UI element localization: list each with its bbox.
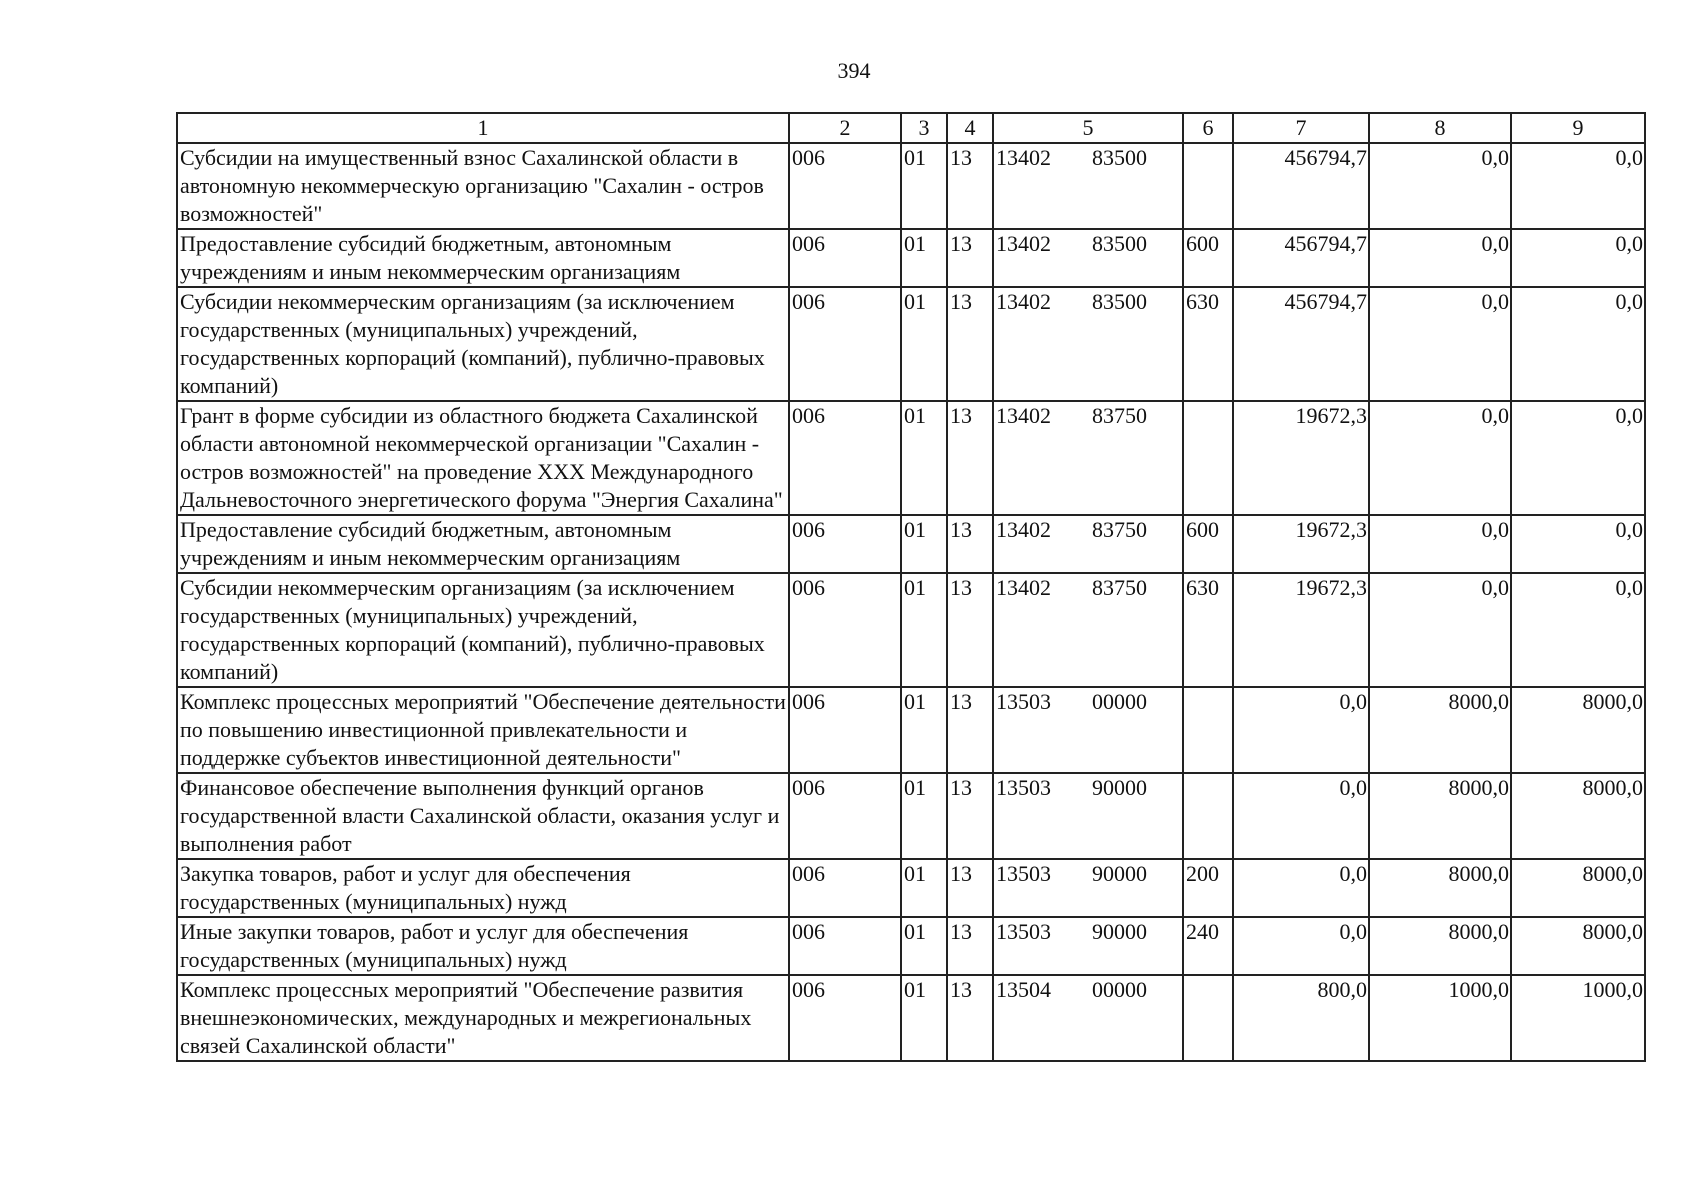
amount-col-7: 0,0	[1233, 917, 1369, 975]
expense-type-code: 630	[1183, 573, 1233, 687]
target-article-program: 13503	[996, 861, 1051, 886]
target-article-program: 13503	[996, 775, 1051, 800]
ministry-code: 006	[789, 975, 901, 1061]
amount-col-8: 1000,0	[1369, 975, 1511, 1061]
column-header: 1	[177, 113, 789, 143]
section-code: 01	[901, 573, 947, 687]
amount-col-9: 8000,0	[1511, 773, 1645, 859]
target-article-direction: 83500	[1092, 145, 1147, 170]
subsection-code: 13	[947, 687, 993, 773]
target-article-parts	[996, 288, 1181, 316]
expense-type-code	[1183, 143, 1233, 229]
expense-type-code: 200	[1183, 859, 1233, 917]
row-description: Комплекс процессных мероприятий "Обеспечение развития внешнеэкономических, международных и межрегиональных связей Сахалинской области"	[177, 975, 789, 1061]
table-row	[177, 687, 1645, 773]
amount-col-8: 0,0	[1369, 287, 1511, 401]
target-article-parts	[996, 918, 1181, 946]
row-description: Грант в форме субсидии из областного бюджета Сахалинской области автономной некоммерческой организации "Сахалин - остров возможностей" на проведение XXX Международного Дальневосточного энергетического форума "Энергия Сахалина"	[177, 401, 789, 515]
target-article-code	[993, 917, 1183, 975]
table-row	[177, 773, 1645, 859]
amount-col-7: 19672,3	[1233, 573, 1369, 687]
row-description: Закупка товаров, работ и услуг для обеспечения государственных (муниципальных) нужд	[177, 859, 789, 917]
subsection-code: 13	[947, 859, 993, 917]
amount-col-9: 0,0	[1511, 287, 1645, 401]
section-code: 01	[901, 859, 947, 917]
target-article-parts	[996, 976, 1181, 1004]
section-code: 01	[901, 975, 947, 1061]
target-article-program: 13402	[996, 145, 1051, 170]
section-code: 01	[901, 687, 947, 773]
target-article-direction: 00000	[1092, 977, 1147, 1002]
amount-col-8: 0,0	[1369, 401, 1511, 515]
page-number: 394	[837, 58, 871, 83]
amount-col-7: 19672,3	[1233, 515, 1369, 573]
target-article-parts	[996, 774, 1181, 802]
amount-col-9: 0,0	[1511, 515, 1645, 573]
target-article-code	[993, 287, 1183, 401]
table-row	[177, 401, 1645, 515]
target-article-program: 13504	[996, 977, 1051, 1002]
amount-col-9: 8000,0	[1511, 859, 1645, 917]
target-article-program: 13503	[996, 689, 1051, 714]
ministry-code: 006	[789, 859, 901, 917]
expense-type-code	[1183, 773, 1233, 859]
target-article-parts	[996, 402, 1181, 430]
amount-col-8: 8000,0	[1369, 859, 1511, 917]
target-article-code	[993, 859, 1183, 917]
target-article-code	[993, 143, 1183, 229]
target-article-code	[993, 975, 1183, 1061]
row-description: Финансовое обеспечение выполнения функций органов государственной власти Сахалинской области, оказания услуг и выполнения работ	[177, 773, 789, 859]
amount-col-8: 0,0	[1369, 515, 1511, 573]
table-row	[177, 229, 1645, 287]
section-code: 01	[901, 287, 947, 401]
row-description: Субсидии на имущественный взнос Сахалинской области в автономную некоммерческую организацию "Сахалин - остров возможностей"	[177, 143, 789, 229]
target-article-direction: 83500	[1092, 231, 1147, 256]
subsection-code: 13	[947, 515, 993, 573]
target-article-program: 13402	[996, 231, 1051, 256]
subsection-code: 13	[947, 143, 993, 229]
expense-type-code: 600	[1183, 515, 1233, 573]
target-article-direction: 83750	[1092, 403, 1147, 428]
target-article-program: 13503	[996, 919, 1051, 944]
target-article-code	[993, 773, 1183, 859]
section-code: 01	[901, 515, 947, 573]
ministry-code: 006	[789, 229, 901, 287]
amount-col-9: 8000,0	[1511, 687, 1645, 773]
column-header: 5	[993, 113, 1183, 143]
column-header: 9	[1511, 113, 1645, 143]
section-code: 01	[901, 229, 947, 287]
amount-col-9: 0,0	[1511, 143, 1645, 229]
amount-col-7: 456794,7	[1233, 229, 1369, 287]
row-description: Предоставление субсидий бюджетным, автономным учреждениям и иным некоммерческим организациям	[177, 229, 789, 287]
ministry-code: 006	[789, 573, 901, 687]
target-article-direction: 00000	[1092, 689, 1147, 714]
row-description: Комплекс процессных мероприятий "Обеспечение деятельности по повышению инвестиционной привлекательности и поддержке субъектов инвестиционной деятельности"	[177, 687, 789, 773]
target-article-program: 13402	[996, 517, 1051, 542]
ministry-code: 006	[789, 687, 901, 773]
amount-col-8: 0,0	[1369, 143, 1511, 229]
subsection-code: 13	[947, 401, 993, 515]
expense-type-code	[1183, 975, 1233, 1061]
expense-type-code	[1183, 687, 1233, 773]
subsection-code: 13	[947, 287, 993, 401]
section-code: 01	[901, 401, 947, 515]
table-row	[177, 917, 1645, 975]
target-article-program: 13402	[996, 403, 1051, 428]
amount-col-7: 0,0	[1233, 687, 1369, 773]
target-article-code	[993, 687, 1183, 773]
amount-col-8: 8000,0	[1369, 917, 1511, 975]
table-row	[177, 287, 1645, 401]
column-header: 7	[1233, 113, 1369, 143]
subsection-code: 13	[947, 229, 993, 287]
amount-col-7: 456794,7	[1233, 143, 1369, 229]
target-article-parts	[996, 144, 1181, 172]
amount-col-7: 800,0	[1233, 975, 1369, 1061]
section-code: 01	[901, 143, 947, 229]
target-article-direction: 90000	[1092, 861, 1147, 886]
budget-table	[176, 112, 1646, 1062]
amount-col-9: 8000,0	[1511, 917, 1645, 975]
ministry-code: 006	[789, 143, 901, 229]
expense-type-code: 240	[1183, 917, 1233, 975]
amount-col-9: 0,0	[1511, 229, 1645, 287]
ministry-code: 006	[789, 401, 901, 515]
target-article-program: 13402	[996, 289, 1051, 314]
table-row	[177, 975, 1645, 1061]
column-header: 2	[789, 113, 901, 143]
header-row	[177, 113, 1645, 143]
amount-col-7: 0,0	[1233, 773, 1369, 859]
row-description: Субсидии некоммерческим организациям (за исключением государственных (муниципальных) учреждений, государственных корпораций (компаний), публично-правовых компаний)	[177, 573, 789, 687]
section-code: 01	[901, 917, 947, 975]
amount-col-7: 0,0	[1233, 859, 1369, 917]
subsection-code: 13	[947, 573, 993, 687]
row-description: Предоставление субсидий бюджетным, автономным учреждениям и иным некоммерческим организациям	[177, 515, 789, 573]
target-article-code	[993, 515, 1183, 573]
target-article-parts	[996, 688, 1181, 716]
amount-col-8: 8000,0	[1369, 773, 1511, 859]
section-code: 01	[901, 773, 947, 859]
table-body	[177, 143, 1645, 1061]
amount-col-9: 0,0	[1511, 573, 1645, 687]
target-article-code	[993, 573, 1183, 687]
target-article-parts	[996, 230, 1181, 258]
subsection-code: 13	[947, 773, 993, 859]
target-article-code	[993, 229, 1183, 287]
table-header	[177, 113, 1645, 143]
amount-col-7: 456794,7	[1233, 287, 1369, 401]
ministry-code: 006	[789, 773, 901, 859]
target-article-direction: 90000	[1092, 919, 1147, 944]
target-article-code	[993, 401, 1183, 515]
expense-type-code: 600	[1183, 229, 1233, 287]
expense-type-code: 630	[1183, 287, 1233, 401]
column-header: 3	[901, 113, 947, 143]
row-description: Субсидии некоммерческим организациям (за исключением государственных (муниципальных) учреждений, государственных корпораций (компаний), публично-правовых компаний)	[177, 287, 789, 401]
table-row	[177, 573, 1645, 687]
row-description: Иные закупки товаров, работ и услуг для обеспечения государственных (муниципальных) нужд	[177, 917, 789, 975]
target-article-parts	[996, 860, 1181, 888]
subsection-code: 13	[947, 975, 993, 1061]
ministry-code: 006	[789, 515, 901, 573]
ministry-code: 006	[789, 287, 901, 401]
column-header: 8	[1369, 113, 1511, 143]
table-row	[177, 515, 1645, 573]
column-header: 4	[947, 113, 993, 143]
target-article-program: 13402	[996, 575, 1051, 600]
table-row	[177, 859, 1645, 917]
target-article-direction: 83750	[1092, 517, 1147, 542]
amount-col-8: 8000,0	[1369, 687, 1511, 773]
target-article-parts	[996, 574, 1181, 602]
table-row	[177, 143, 1645, 229]
ministry-code: 006	[789, 917, 901, 975]
target-article-direction: 90000	[1092, 775, 1147, 800]
expense-type-code	[1183, 401, 1233, 515]
target-article-parts	[996, 516, 1181, 544]
target-article-direction: 83750	[1092, 575, 1147, 600]
amount-col-7: 19672,3	[1233, 401, 1369, 515]
amount-col-8: 0,0	[1369, 229, 1511, 287]
subsection-code: 13	[947, 917, 993, 975]
amount-col-9: 0,0	[1511, 401, 1645, 515]
target-article-direction: 83500	[1092, 289, 1147, 314]
amount-col-8: 0,0	[1369, 573, 1511, 687]
amount-col-9: 1000,0	[1511, 975, 1645, 1061]
column-header: 6	[1183, 113, 1233, 143]
